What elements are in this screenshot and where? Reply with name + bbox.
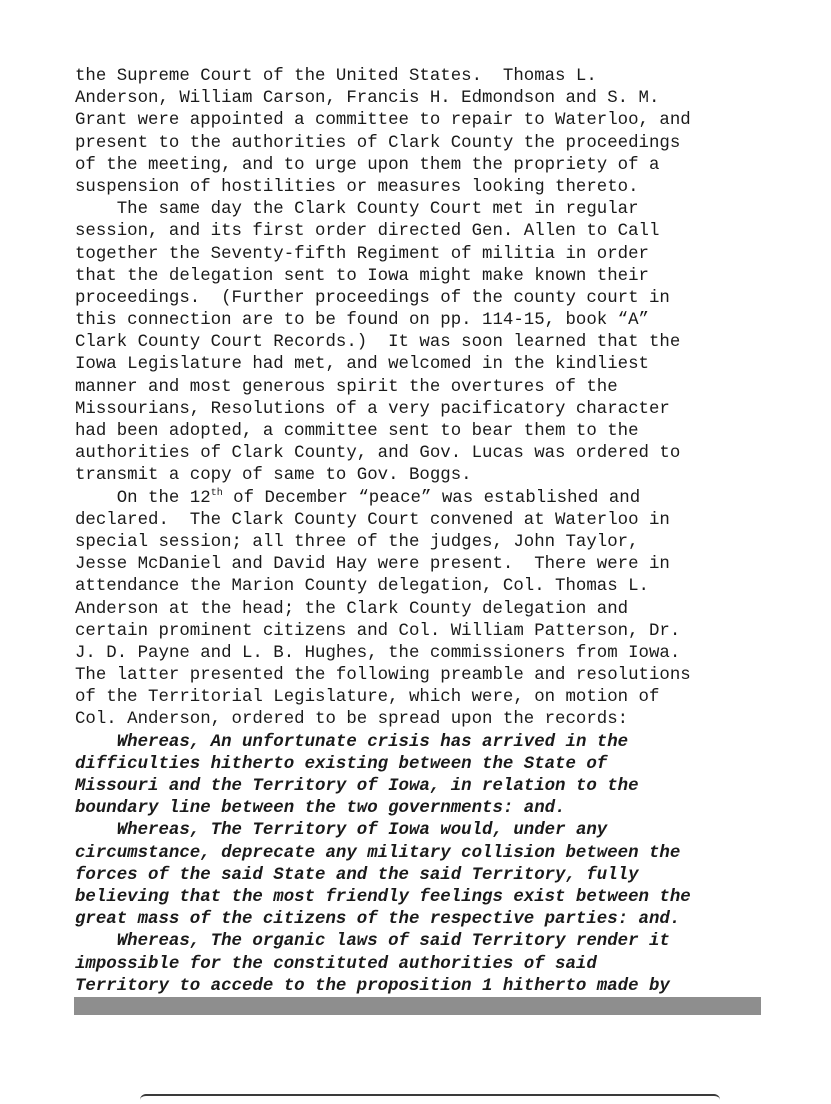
line-text: Territory to accede to the proposition 1 hitherto made by bbox=[75, 976, 670, 996]
text-line bbox=[75, 88, 765, 110]
text-line bbox=[75, 709, 765, 731]
line-text: that the delegation sent to Iowa might make known their bbox=[75, 266, 649, 286]
text-line bbox=[75, 754, 765, 776]
text-line bbox=[75, 332, 765, 354]
line-indent bbox=[75, 733, 117, 752]
line-text: Whereas, An unfortunate crisis has arrived in the bbox=[116, 732, 629, 752]
text-line bbox=[75, 954, 765, 976]
text-line bbox=[75, 687, 765, 709]
text-line bbox=[75, 820, 765, 842]
line-text-rest: of December “peace” was established and bbox=[222, 488, 641, 508]
line-text: special session; all three of the judges, John Taylor, bbox=[75, 532, 639, 552]
text-line bbox=[75, 177, 765, 199]
text-line bbox=[75, 976, 765, 998]
line-text: declared. The Clark County Court convened at Waterloo in bbox=[75, 510, 670, 530]
line-text: of the Territorial Legislature, which were, on motion of bbox=[75, 688, 660, 708]
text-line bbox=[75, 399, 765, 421]
text-line bbox=[75, 621, 765, 643]
text-line bbox=[75, 887, 765, 909]
text-line bbox=[75, 288, 765, 310]
document-body bbox=[75, 66, 765, 998]
text-line bbox=[75, 909, 765, 931]
line-text: Jesse McDaniel and David Hay were present. There were in bbox=[75, 555, 670, 575]
line-text: The latter presented the following preamble and resolutions bbox=[75, 666, 691, 686]
text-line bbox=[75, 354, 765, 376]
text-line bbox=[75, 865, 765, 887]
line-text: proceedings. (Further proceedings of the county court in bbox=[75, 288, 670, 308]
line-indent bbox=[75, 200, 117, 219]
text-line bbox=[75, 576, 765, 598]
text-line bbox=[75, 599, 765, 621]
text-line bbox=[75, 665, 765, 687]
text-line bbox=[75, 732, 765, 754]
text-line bbox=[75, 532, 765, 554]
line-text: Iowa Legislature had met, and welcomed in the kindliest bbox=[75, 355, 649, 375]
line-text: Anderson at the head; the Clark County delegation and bbox=[75, 599, 629, 619]
line-text: difficulties hitherto existing between the State of bbox=[75, 754, 608, 774]
line-text: session, and its first order directed Gen. Allen to Call bbox=[75, 222, 660, 242]
line-text: had been adopted, a committee sent to bear them to the bbox=[75, 422, 639, 441]
text-line bbox=[75, 443, 765, 465]
text-line bbox=[75, 798, 765, 820]
line-text: attendance the Marion County delegation, Col. Thomas L. bbox=[75, 577, 649, 597]
text-line bbox=[75, 377, 765, 399]
line-text: this connection are to be found on pp. 114-15, book “A” bbox=[75, 311, 649, 331]
text-line bbox=[75, 266, 765, 288]
text-line bbox=[75, 776, 765, 798]
text-line bbox=[75, 244, 765, 266]
line-text: impossible for the constituted authorities of said bbox=[75, 954, 597, 974]
text-line bbox=[75, 643, 765, 665]
text-line bbox=[75, 66, 765, 88]
text-line bbox=[75, 110, 765, 132]
scan-edge bbox=[140, 1094, 720, 1104]
text-line bbox=[75, 310, 765, 332]
text-line bbox=[75, 199, 765, 221]
text-line bbox=[75, 510, 765, 532]
text-line bbox=[75, 421, 765, 443]
line-indent bbox=[75, 932, 117, 951]
line-text: together the Seventy-fifth Regiment of militia in order bbox=[75, 244, 649, 264]
line-text: circumstance, deprecate any military collision between the bbox=[75, 843, 681, 863]
line-text: great mass of the citizens of the respective parties: and. bbox=[75, 910, 681, 930]
line-indent bbox=[75, 821, 117, 840]
text-line bbox=[75, 931, 765, 953]
line-text: believing that the most friendly feelings exist between the bbox=[75, 887, 691, 907]
text-line bbox=[75, 221, 765, 243]
text-line bbox=[75, 554, 765, 576]
line-text: Clark County Court Records.) It was soon learned that the bbox=[75, 333, 681, 353]
line-text: authorities of Clark County, and Gov. Lucas was ordered to bbox=[75, 444, 681, 464]
text-line bbox=[75, 488, 765, 510]
line-text: of the meeting, and to urge upon them the propriety of a bbox=[75, 155, 660, 175]
line-text: Whereas, The Territory of Iowa would, under any bbox=[116, 821, 608, 841]
page-footer-bar bbox=[74, 997, 761, 1015]
line-text: transmit a copy of same to Gov. Boggs. bbox=[75, 466, 472, 486]
line-text: forces of the said State and the said Territory, fully bbox=[75, 865, 639, 885]
line-indent bbox=[75, 489, 117, 508]
line-text: Whereas, The organic laws of said Territory render it bbox=[116, 932, 670, 952]
text-line bbox=[75, 133, 765, 155]
line-text: J. D. Payne and L. B. Hughes, the commissioners from Iowa. bbox=[75, 643, 681, 663]
line-text: The same day the Clark County Court met in regular bbox=[116, 200, 639, 220]
line-text: Grant were appointed a committee to repair to Waterloo, and bbox=[75, 111, 691, 131]
line-text: certain prominent citizens and Col. William Patterson, Dr. bbox=[75, 621, 681, 641]
text-line bbox=[75, 155, 765, 177]
line-text: Anderson, William Carson, Francis H. Edmondson and S. M. bbox=[75, 89, 660, 109]
line-text: suspension of hostilities or measures looking thereto. bbox=[75, 177, 639, 197]
line-text: present to the authorities of Clark County the proceedings bbox=[75, 133, 681, 153]
line-text: boundary line between the two governments: and. bbox=[75, 799, 566, 819]
line-text: Missouri and the Territory of Iowa, in relation to the bbox=[75, 777, 639, 796]
line-text: the Supreme Court of the United States. Thomas L. bbox=[75, 67, 597, 86]
superscript: th bbox=[210, 487, 223, 499]
line-text: Col. Anderson, ordered to be spread upon the records: bbox=[75, 710, 629, 730]
line-text: manner and most generous spirit the overtures of the bbox=[75, 377, 618, 397]
line-text: Missourians, Resolutions of a very pacificatory character bbox=[75, 399, 670, 419]
line-text: On the 12 bbox=[116, 488, 211, 508]
text-line bbox=[75, 843, 765, 865]
text-line bbox=[75, 465, 765, 487]
